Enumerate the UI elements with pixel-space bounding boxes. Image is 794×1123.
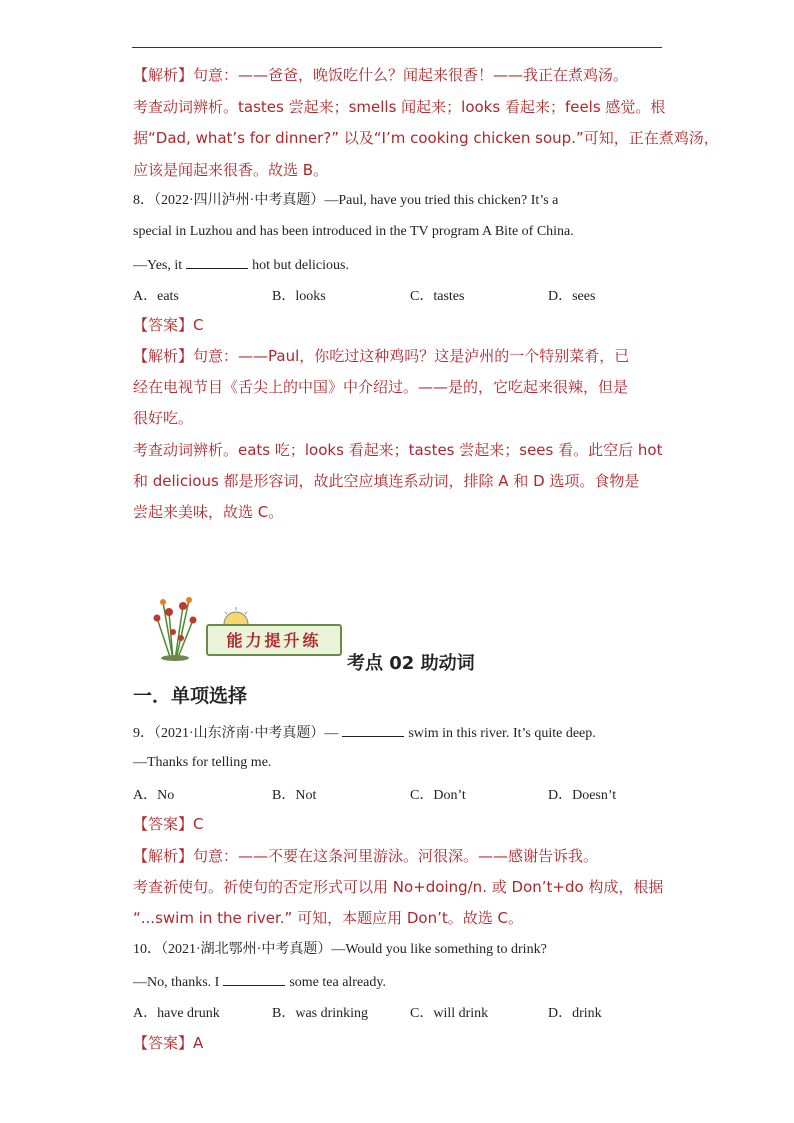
q9-option-d: D．Doesn’t	[548, 788, 617, 803]
q10-stem-line-2	[133, 971, 386, 993]
banner-label: 能力提升练	[226, 631, 322, 650]
q8-option-b: B．looks	[272, 289, 326, 304]
q10-option-c: C．will drink	[410, 1006, 489, 1021]
q10-stem-line-1: 10．（2021·湖北鄂州·中考真题）—Would you like something to drink?	[133, 942, 547, 957]
q10-option-d: D．drink	[548, 1006, 602, 1021]
q8-analysis-line-4: 考查动词辨析。eats 吃；looks 看起来；tastes 尝起来；sees 看。此空后 hot	[133, 441, 663, 459]
q9-stem-post: swim in this river. It’s quite deep.	[408, 726, 596, 741]
q10-stem-post: some tea already.	[289, 975, 386, 990]
q8-option-a: A．eats	[133, 289, 179, 304]
q9-stem-pre: 9．（2021·山东济南·中考真题）—	[133, 726, 339, 741]
q9-answer: 【答案】C	[133, 815, 204, 833]
header-rule	[132, 47, 662, 48]
q8-stem-line-1: 8．（2022·四川泸州·中考真题）—Paul, have you tried this chicken? It’s a	[133, 193, 559, 208]
q10-blank	[223, 971, 285, 986]
q8-blank	[186, 254, 248, 269]
q8-answer: 【答案】C	[133, 316, 204, 334]
q8-analysis-line-1: 【解析】句意：——Paul，你吃过这种鸡吗？这是泸州的一个特别菜肴，已	[133, 347, 630, 365]
q9-stem-line-2: —Thanks for telling me.	[133, 755, 272, 770]
q10-option-b: B．was drinking	[272, 1006, 369, 1021]
q9-analysis-line-2: 考查祈使句。祈使句的否定形式可以用 No+doing/n. 或 Don’t+do 构成，根据	[133, 878, 664, 896]
q9-blank	[342, 722, 404, 737]
q10-stem-pre: —No, thanks. I	[133, 975, 220, 990]
q10-option-a: A．have drunk	[133, 1006, 220, 1021]
q7-analysis-line-4: 应该是闻起来很香。故选 B。	[133, 161, 329, 179]
q9-analysis-line-3: “...swim in the river.” 可知，本题应用 Don’t。故选 C。	[133, 909, 523, 927]
q10-answer: 【答案】A	[133, 1034, 204, 1052]
banner-label-box	[206, 624, 342, 656]
kaodian-title: 考点 02 助动词	[347, 653, 475, 674]
q8-analysis-line-3: 很好吃。	[133, 409, 194, 427]
section-title: 一．单项选择	[133, 685, 248, 707]
plant-icon	[143, 592, 213, 662]
sun-icon	[221, 606, 251, 624]
ability-banner	[143, 592, 343, 662]
q7-analysis-line-1: 【解析】句意：——爸爸，晚饭吃什么？闻起来很香！——我正在煮鸡汤。	[133, 66, 629, 84]
q8-option-d: D．sees	[548, 289, 596, 304]
q8-stem-line-2: special in Luzhou and has been introduced in the TV program A Bite of China.	[133, 224, 574, 239]
q9-stem-line-1	[133, 722, 596, 744]
q8-stem-post: hot but delicious.	[252, 258, 349, 273]
q8-analysis-line-2: 经在电视节目《舌尖上的中国》中介绍过。——是的，它吃起来很辣，但是	[133, 378, 629, 396]
q9-option-c: C．Don’t	[410, 788, 466, 803]
q9-option-a: A．No	[133, 788, 175, 803]
q7-analysis-line-2: 考查动词辨析。tastes 尝起来；smells 闻起来；looks 看起来；feels 感觉。根	[133, 98, 666, 116]
q8-stem-pre: —Yes, it	[133, 258, 183, 273]
q8-analysis-line-5: 和 delicious 都是形容词，故此空应填连系动词，排除 A 和 D 选项。食物是	[133, 472, 640, 490]
q9-option-b: B．Not	[272, 788, 317, 803]
q8-stem-line-3	[133, 254, 349, 276]
q7-analysis-line-3: 据“Dad, what’s for dinner?” 以及“I’m cooking chicken soup.”可知，正在煮鸡汤，	[133, 129, 719, 147]
q8-option-c: C．tastes	[410, 289, 465, 304]
q8-analysis-line-6: 尝起来美味，故选 C。	[133, 503, 284, 521]
q9-analysis-line-1: 【解析】句意：——不要在这条河里游泳。河很深。——感谢告诉我。	[133, 847, 599, 865]
